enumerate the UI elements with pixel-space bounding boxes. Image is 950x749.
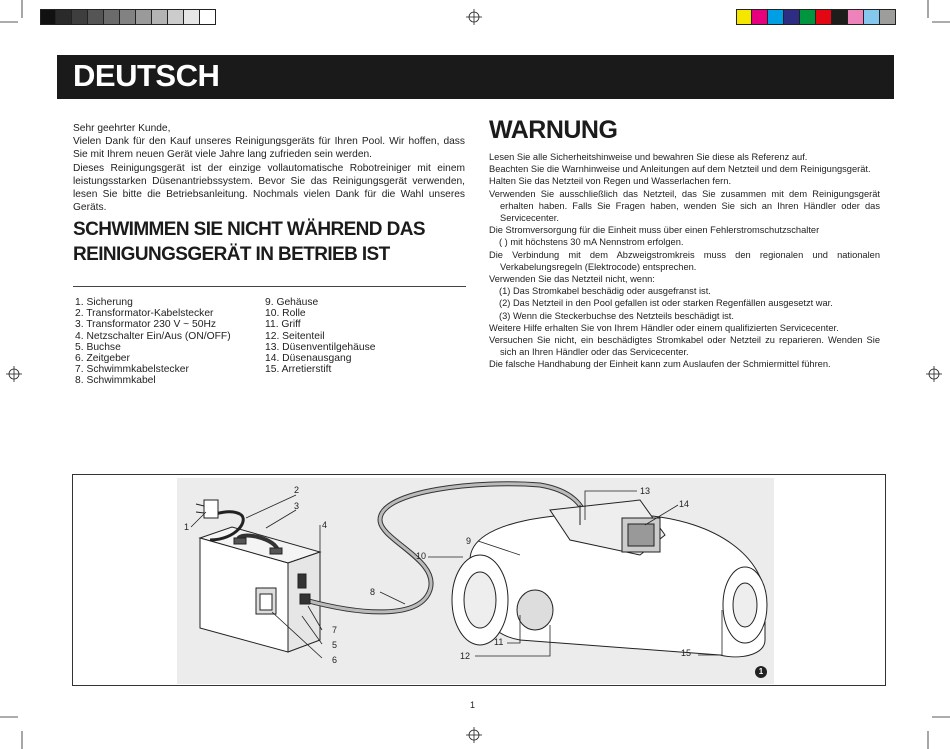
page-title: DEUTSCH [73,58,220,93]
warning-p4: Verwenden Sie ausschließlich das Netzteil, das Sie zusammen mit dem Reinigungsgerät erhalten haben. Falls Sie Fragen haben, wenden Sie sich an Ihren Händler oder das Servicecenter. [489,188,880,224]
description-paragraph: Dieses Reinigungsgerät ist der einzige vollautomatische Robotreiniger mit einem leistungsstarken Düsenantriebssystem. Bevor Sie das Reinigungsgerät verwenden, lesen Sie bitte die Betriebsanleitung. Nochmals vielen Dank für die Wahl unseres Geräts. [73,162,465,214]
callout-7: 7 [332,625,338,635]
warning-p2: Beachten Sie die Warnhinweise und Anleitungen auf dem Netzteil und dem Reinigungsgerät. [489,164,871,175]
callout-6: 6 [332,655,338,665]
parts-left-item: 3. Transformator 230 V ~ 50Hz [75,319,217,331]
parts-right-item: 9. Gehäuse [265,297,319,308]
parts-left-item: 4. Netzschalter Ein/Aus (ON/OFF) [75,330,231,342]
warning-p9: Versuchen Sie nicht, ein beschädigtes Stromkabel oder Netzteil zu reparieren. Wenden Sie sich an Ihren Händler oder das Servicecenter. [489,335,880,358]
warning-p7: Verwenden Sie das Netzteil nicht, wenn: [489,274,655,285]
warning-p7b: (2) Das Netzteil in den Pool gefallen ist oder starken Regenfällen ausgesetzt war. [499,298,833,309]
callout-8: 8 [370,587,376,597]
parts-left-item: 5. Buchse [75,341,121,353]
callout-13: 13 [640,486,651,496]
callout-3: 3 [294,501,300,511]
callout-12: 12 [460,651,471,661]
safety-heading-line2: REINIGUNGSGERÄT IN BETRIEB IST [73,244,390,265]
parts-left-item: 6. Zeitgeber [75,353,130,365]
callout-11: 11 [494,637,504,647]
warning-p10: Die falsche Handhabung der Einheit kann zum Auslaufen der Schmiermittel führen. [489,359,831,370]
callout-9: 9 [466,536,472,546]
callout-2: 2 [294,485,300,495]
page-number: 1 [470,700,476,710]
callout-1: 1 [184,522,190,532]
thanks-paragraph: Vielen Dank für den Kauf unseres Reinigungsgeräts für Ihren Pool. Wir hoffen, dass Sie mit Ihrem neuen Gerät viele Jahre lang zufrieden sein werden. [73,136,465,161]
parts-left-item: 7. Schwimmkabelstecker [75,364,189,376]
figure-number-badge: 1 [755,666,767,678]
warning-p6: Die Verbindung mit dem Abzweigstromkreis muss den regionalen und nationalen Verkabelungsregeln (Elektrocode) entsprechen. [489,249,880,272]
callout-4: 4 [322,520,328,530]
callout-5: 5 [332,640,338,650]
parts-right-item: 15. Arretierstift [265,364,332,376]
parts-right-item: 14. Düsenausgang [265,353,352,365]
warning-p8: Weitere Hilfe erhalten Sie von Ihrem Händler oder einem qualifizierten Servicecenter. [489,322,839,333]
pool-cleaner-illustration [452,500,767,657]
warning-p3: Halten Sie das Netzteil von Regen und Wasserlachen fern. [489,176,732,187]
warning-title: WARNUNG [489,116,618,144]
parts-right-item: 13. Düsenventilgehäuse [265,341,376,353]
parts-left-item: 1. Sicherung [75,297,133,308]
warning-p7c: (3) Wenn die Steckerbuchse des Netzteils beschädigt ist. [499,310,734,321]
parts-left-item: 2. Transformator-Kabelstecker [75,308,214,320]
parts-right-item: 11. Griff [265,319,301,331]
warning-p5b: ( ) mit höchstens 30 mA Nennstrom erfolgen. [499,237,684,248]
callout-14: 14 [679,499,690,509]
parts-right-item: 12. Seitenteil [265,330,325,342]
callout-10: 10 [416,551,427,561]
warning-p7a: (1) Das Stromkabel beschädig oder ausgefranst ist. [499,286,711,297]
warning-p5a: Die Stromversorgung für die Einheit muss über einen Fehlerstromschutzschalter [489,225,820,236]
warning-p1: Lesen Sie alle Sicherheitshinweise und bewahren Sie diese als Referenz auf. [489,152,808,162]
transformer-illustration [200,527,320,652]
parts-left-item: 8. Schwimmkabel [75,375,156,387]
callout-15: 15 [681,648,692,658]
greeting: Sehr geehrter Kunde, [73,123,171,134]
parts-right-item: 10. Rolle [265,308,306,320]
safety-heading-line1: SCHWIMMEN SIE NICHT WÄHREND DAS [73,219,425,240]
